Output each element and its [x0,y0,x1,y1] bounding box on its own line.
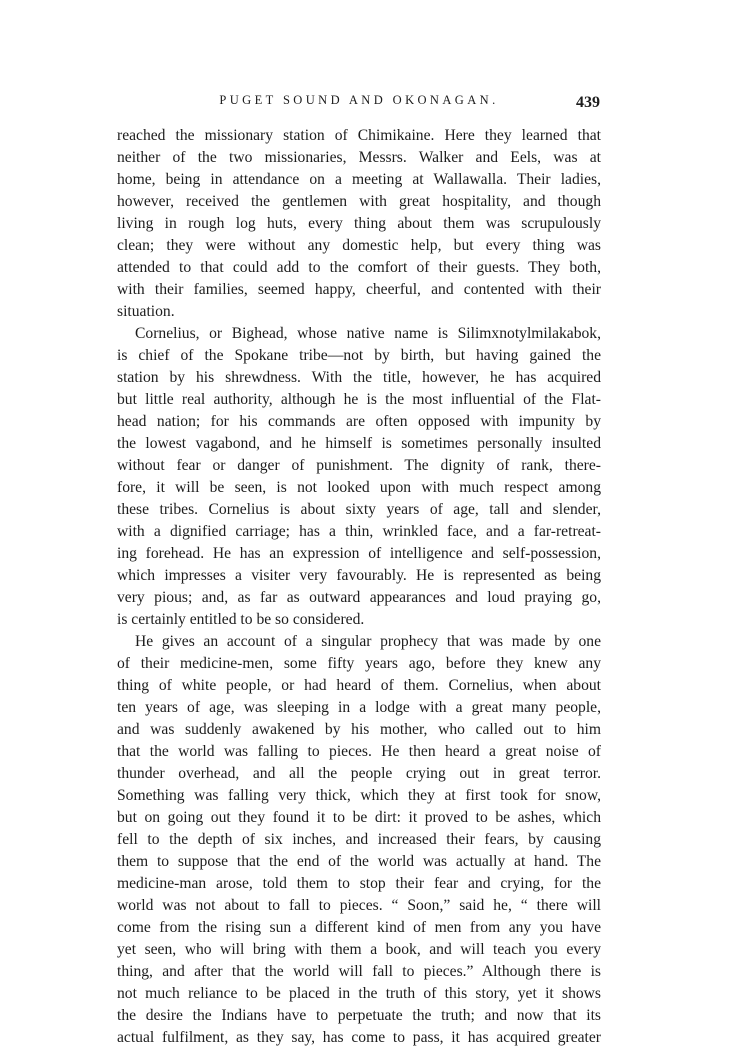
text-line: He gives an account of a singular prophecy that was made by one [135,633,601,650]
text-line: of their medicine-men, some fifty years ago, before they knew any [117,655,601,672]
text-line: Cornelius, or Bighead, whose native name is Silimxnotylmilakabok, [135,325,601,342]
paragraph [117,125,601,323]
text-line: situation. [117,303,175,320]
text-line: yet seen, who will bring with them a book, and will teach you every [117,941,601,958]
text-line: with their families, seemed happy, cheerful, and contented with their [117,281,601,298]
text-line: however, received the gentlemen with great hospitality, and though [117,193,601,210]
text-line: fell to the depth of six inches, and increased their fears, by causing [117,831,601,848]
text-line: and was suddenly awakened by his mother, who called out to him [117,721,601,738]
text-line: thing of white people, or had heard of them. Cornelius, when about [117,677,601,694]
paragraph [117,323,601,631]
text-line: world was not about to fall to pieces. “ Soon,” said he, “ there will [117,897,601,914]
text-line: very pious; and, as far as outward appearances and loud praying go, [117,589,601,606]
text-line: not much reliance to be placed in the truth of this story, yet it shows [117,985,601,1002]
running-head [118,90,600,110]
text-line: attended to that could add to the comfort of their guests. They both, [117,259,601,276]
text-line: without fear or danger of punishment. The dignity of rank, there- [117,457,601,474]
text-line: station by his shrewdness. With the title, however, he has acquired [117,369,601,386]
text-line: clean; they were without any domestic help, but every thing was [117,237,601,254]
running-title: PUGET SOUND AND OKONAGAN. [219,93,499,107]
text-line: is chief of the Spokane tribe—not by birth, but having gained the [117,347,601,364]
text-line: them to suppose that the end of the world was actually at hand. The [117,853,601,870]
page-number: 439 [576,94,600,111]
text-line: with a dignified carriage; has a thin, wrinkled face, and a far-retreat- [117,523,601,540]
text-line: neither of the two missionaries, Messrs. Walker and Eels, was at [117,149,601,166]
text-line: the lowest vagabond, and he himself is sometimes personally insulted [117,435,601,452]
text-line: head nation; for his commands are often opposed with impunity by [117,413,601,430]
text-line: reached the missionary station of Chimikaine. Here they learned that [117,127,601,144]
text-line: thunder overhead, and all the people crying out in great terror. [117,765,601,782]
text-line: come from the rising sun a different kind of men from any you have [117,919,601,936]
text-line: thing, and after that the world will fall to pieces.” Although there is [117,963,601,980]
paragraph [117,631,601,1049]
text-line: home, being in attendance on a meeting at Wallawalla. Their ladies, [117,171,601,188]
text-line: is certainly entitled to be so considered. [117,611,365,628]
text-line: living in rough log huts, every thing about them was scrupulously [117,215,601,232]
text-line: which impresses a visiter very favourably. He is represented as being [117,567,601,584]
text-line: fore, it will be seen, is not looked upon with much respect among [117,479,601,496]
body-text [117,125,601,1049]
text-line: but on going out they found it to be dirt: it proved to be ashes, which [117,809,601,826]
text-line: that the world was falling to pieces. He then heard a great noise of [117,743,601,760]
text-line: actual fulfilment, as they say, has come to pass, it has acquired greater [117,1029,601,1046]
text-line: these tribes. Cornelius is about sixty years of age, tall and slender, [117,501,601,518]
text-line: ing forehead. He has an expression of intelligence and self-possession, [117,545,601,562]
text-line: medicine-man arose, told them to stop their fear and crying, for the [117,875,601,892]
text-line: the desire the Indians have to perpetuate the truth; and now that its [117,1007,601,1024]
text-line: ten years of age, was sleeping in a lodge with a great many people, [117,699,601,716]
text-line: Something was falling very thick, which they at first took for snow, [117,787,601,804]
text-line: but little real authority, although he is the most influential of the Flat- [117,391,601,408]
